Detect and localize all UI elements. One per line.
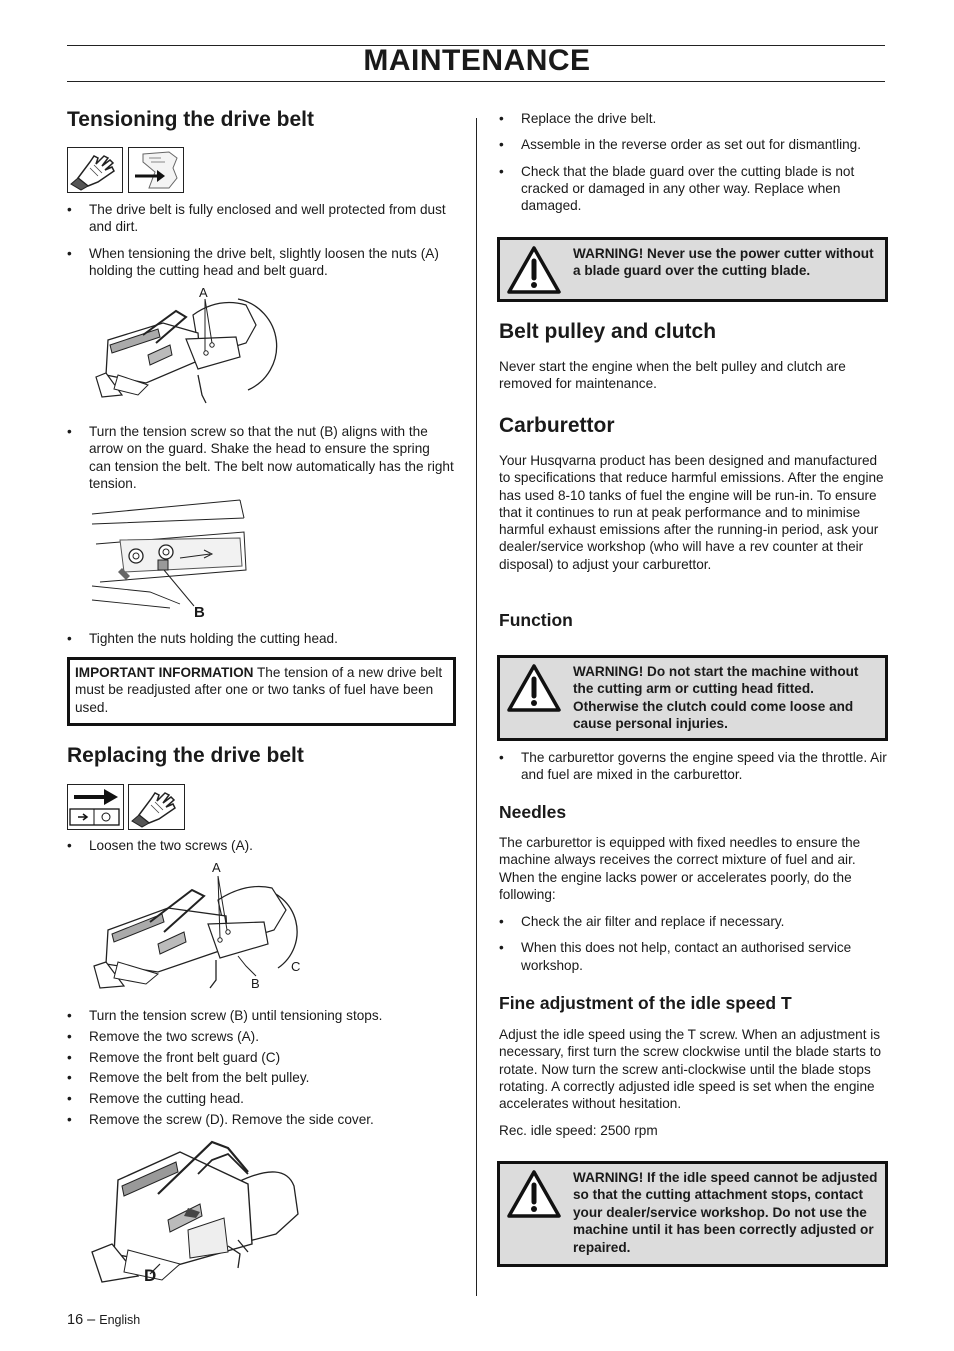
list-item: • Tighten the nuts holding the cutting head. — [67, 630, 455, 647]
figure-label-a: A — [199, 285, 208, 300]
list-item: • When this does not help, contact an authorised service workshop. — [499, 939, 887, 974]
list-item: • Remove the front belt guard (C) — [67, 1049, 455, 1066]
list-item: • The drive belt is fully enclosed and well protected from dust and dirt. — [67, 201, 455, 236]
replace-heading: Replacing the drive belt — [67, 744, 304, 767]
needles-text: The carburettor is equipped with fixed needles to ensure the machine always receives the correct mixture of fuel and air. When the engine lacks power or accelerates poorly, do the following: — [499, 835, 861, 902]
replace-bullets-1 — [67, 837, 455, 854]
list-item: • Replace the drive belt. — [499, 110, 887, 127]
figure-tension-nut-arrow — [90, 496, 250, 618]
warning-triangle-icon — [506, 1169, 562, 1219]
warning-text: WARNING! If the idle speed cannot be adjusted so that the cutting attachment stops, contact your dealer/service workshop. Do not use the machine until it has been correctly adjusted or repaired. — [573, 1170, 878, 1255]
figure-label-c: C — [291, 959, 301, 974]
important-information-box — [67, 657, 456, 726]
page-footer — [67, 1312, 140, 1328]
figure-label-b: B — [194, 604, 205, 621]
warning-triangle-icon — [506, 245, 562, 295]
carburettor-heading: Carburettor — [499, 414, 615, 437]
tension-bullets-1 — [67, 201, 455, 279]
footer-language: English — [99, 1313, 141, 1327]
important-label: IMPORTANT INFORMATION — [75, 665, 254, 680]
list-item: • When tensioning the drive belt, slightly loosen the nuts (A) holding the cutting head and belt guard. — [67, 245, 455, 280]
list-item: • Remove the belt from the belt pulley. — [67, 1069, 455, 1086]
glove-icon — [128, 784, 185, 830]
list-item: • Remove the screw (D). Remove the side cover. — [67, 1111, 455, 1128]
needles-heading: Needles — [499, 802, 567, 822]
column-divider — [476, 118, 477, 1296]
carburettor-text: Your Husqvarna product has been designed and manufactured to specifications that reduce harmful emissions. After the engine has used 8-10 tanks of fuel the engine will be run-in. To ensure that it continues to run at peak performance and to minimise harmful exhaust emissions after the running-in period, ask your dealer/service workshop (who will have a rev counter at their disposal) to adjust your carburettor. — [499, 453, 884, 572]
warning-triangle-icon — [506, 663, 562, 713]
list-item: • Remove the cutting head. — [67, 1090, 455, 1107]
tension-heading: Tensioning the drive belt — [67, 108, 314, 131]
pulley-text: Never start the engine when the belt pulley and clutch are removed for maintenance. — [499, 359, 846, 392]
important-text: The tension of a new drive belt must be readjusted after one or two tanks of fuel have been used. — [75, 665, 443, 715]
figure-label-b: B — [251, 976, 260, 991]
function-bullets — [499, 749, 887, 784]
pulley-heading: Belt pulley and clutch — [499, 320, 717, 343]
footer-dash: – — [83, 1312, 100, 1328]
figure-label-a: A — [212, 860, 221, 875]
warning-box-idle-speed — [497, 1161, 888, 1267]
warning-text: WARNING! Do not start the machine without the cutting arm or cutting head fitted. Otherwise the clutch could come loose and cause personal injuries. — [573, 664, 859, 732]
warning-text: WARNING! Never use the power cutter without a blade guard over the cutting blade. — [573, 246, 874, 279]
right-bullets-top — [499, 110, 887, 214]
tension-bullets-3 — [67, 630, 455, 647]
figure-power-cutter-loosen-nuts — [88, 285, 288, 410]
tool-arrow-icon — [128, 147, 184, 193]
function-heading: Function — [499, 610, 573, 630]
idle-heading: Fine adjustment of the idle speed T — [499, 993, 792, 1013]
header-bottom-rule — [67, 81, 885, 82]
replace-bullets-2 — [67, 1007, 455, 1128]
list-item: • Assemble in the reverse order as set out for dismantling. — [499, 136, 887, 153]
list-item: • Loosen the two screws (A). — [67, 837, 455, 854]
list-item: • Remove the two screws (A). — [67, 1028, 455, 1045]
tension-bullets-2 — [67, 423, 455, 492]
warning-box-clutch — [497, 655, 888, 741]
list-item: • Check that the blade guard over the cutting blade is not cracked or damaged in any other way. Replace when damaged. — [499, 163, 887, 215]
list-item: • Turn the tension screw (B) until tensioning stops. — [67, 1007, 455, 1024]
list-item: • Turn the tension screw so that the nut (B) aligns with the arrow on the guard. Shake the head to ensure the spring can tension the belt. The belt now automatically has the right tension. — [67, 423, 455, 492]
needles-bullets — [499, 913, 887, 974]
page-number: 16 — [67, 1312, 84, 1328]
figure-label-d: D — [144, 1266, 157, 1285]
page-title: MAINTENANCE — [363, 44, 591, 77]
idle-rec-speed: Rec. idle speed: 2500 rpm — [499, 1123, 658, 1138]
glove-icon — [67, 147, 123, 193]
manual-arrow-icon — [67, 784, 124, 830]
idle-text: Adjust the idle speed using the T screw. When an adjustment is necessary, first turn the screw clockwise until the blade starts to rotate. Now turn the screw anti-clockwise until the blade stops rotating. A correctly adjusted idle speed is set when the engine accelerates without hesitation. — [499, 1027, 882, 1112]
list-item: • The carburettor governs the engine speed via the throttle. Air and fuel are mixed in the carburettor. — [499, 749, 887, 784]
figure-power-cutter-side-cover — [88, 1134, 308, 1290]
list-item: • Check the air filter and replace if necessary. — [499, 913, 887, 930]
figure-power-cutter-screws — [88, 860, 313, 995]
warning-box-blade-guard — [497, 237, 888, 302]
